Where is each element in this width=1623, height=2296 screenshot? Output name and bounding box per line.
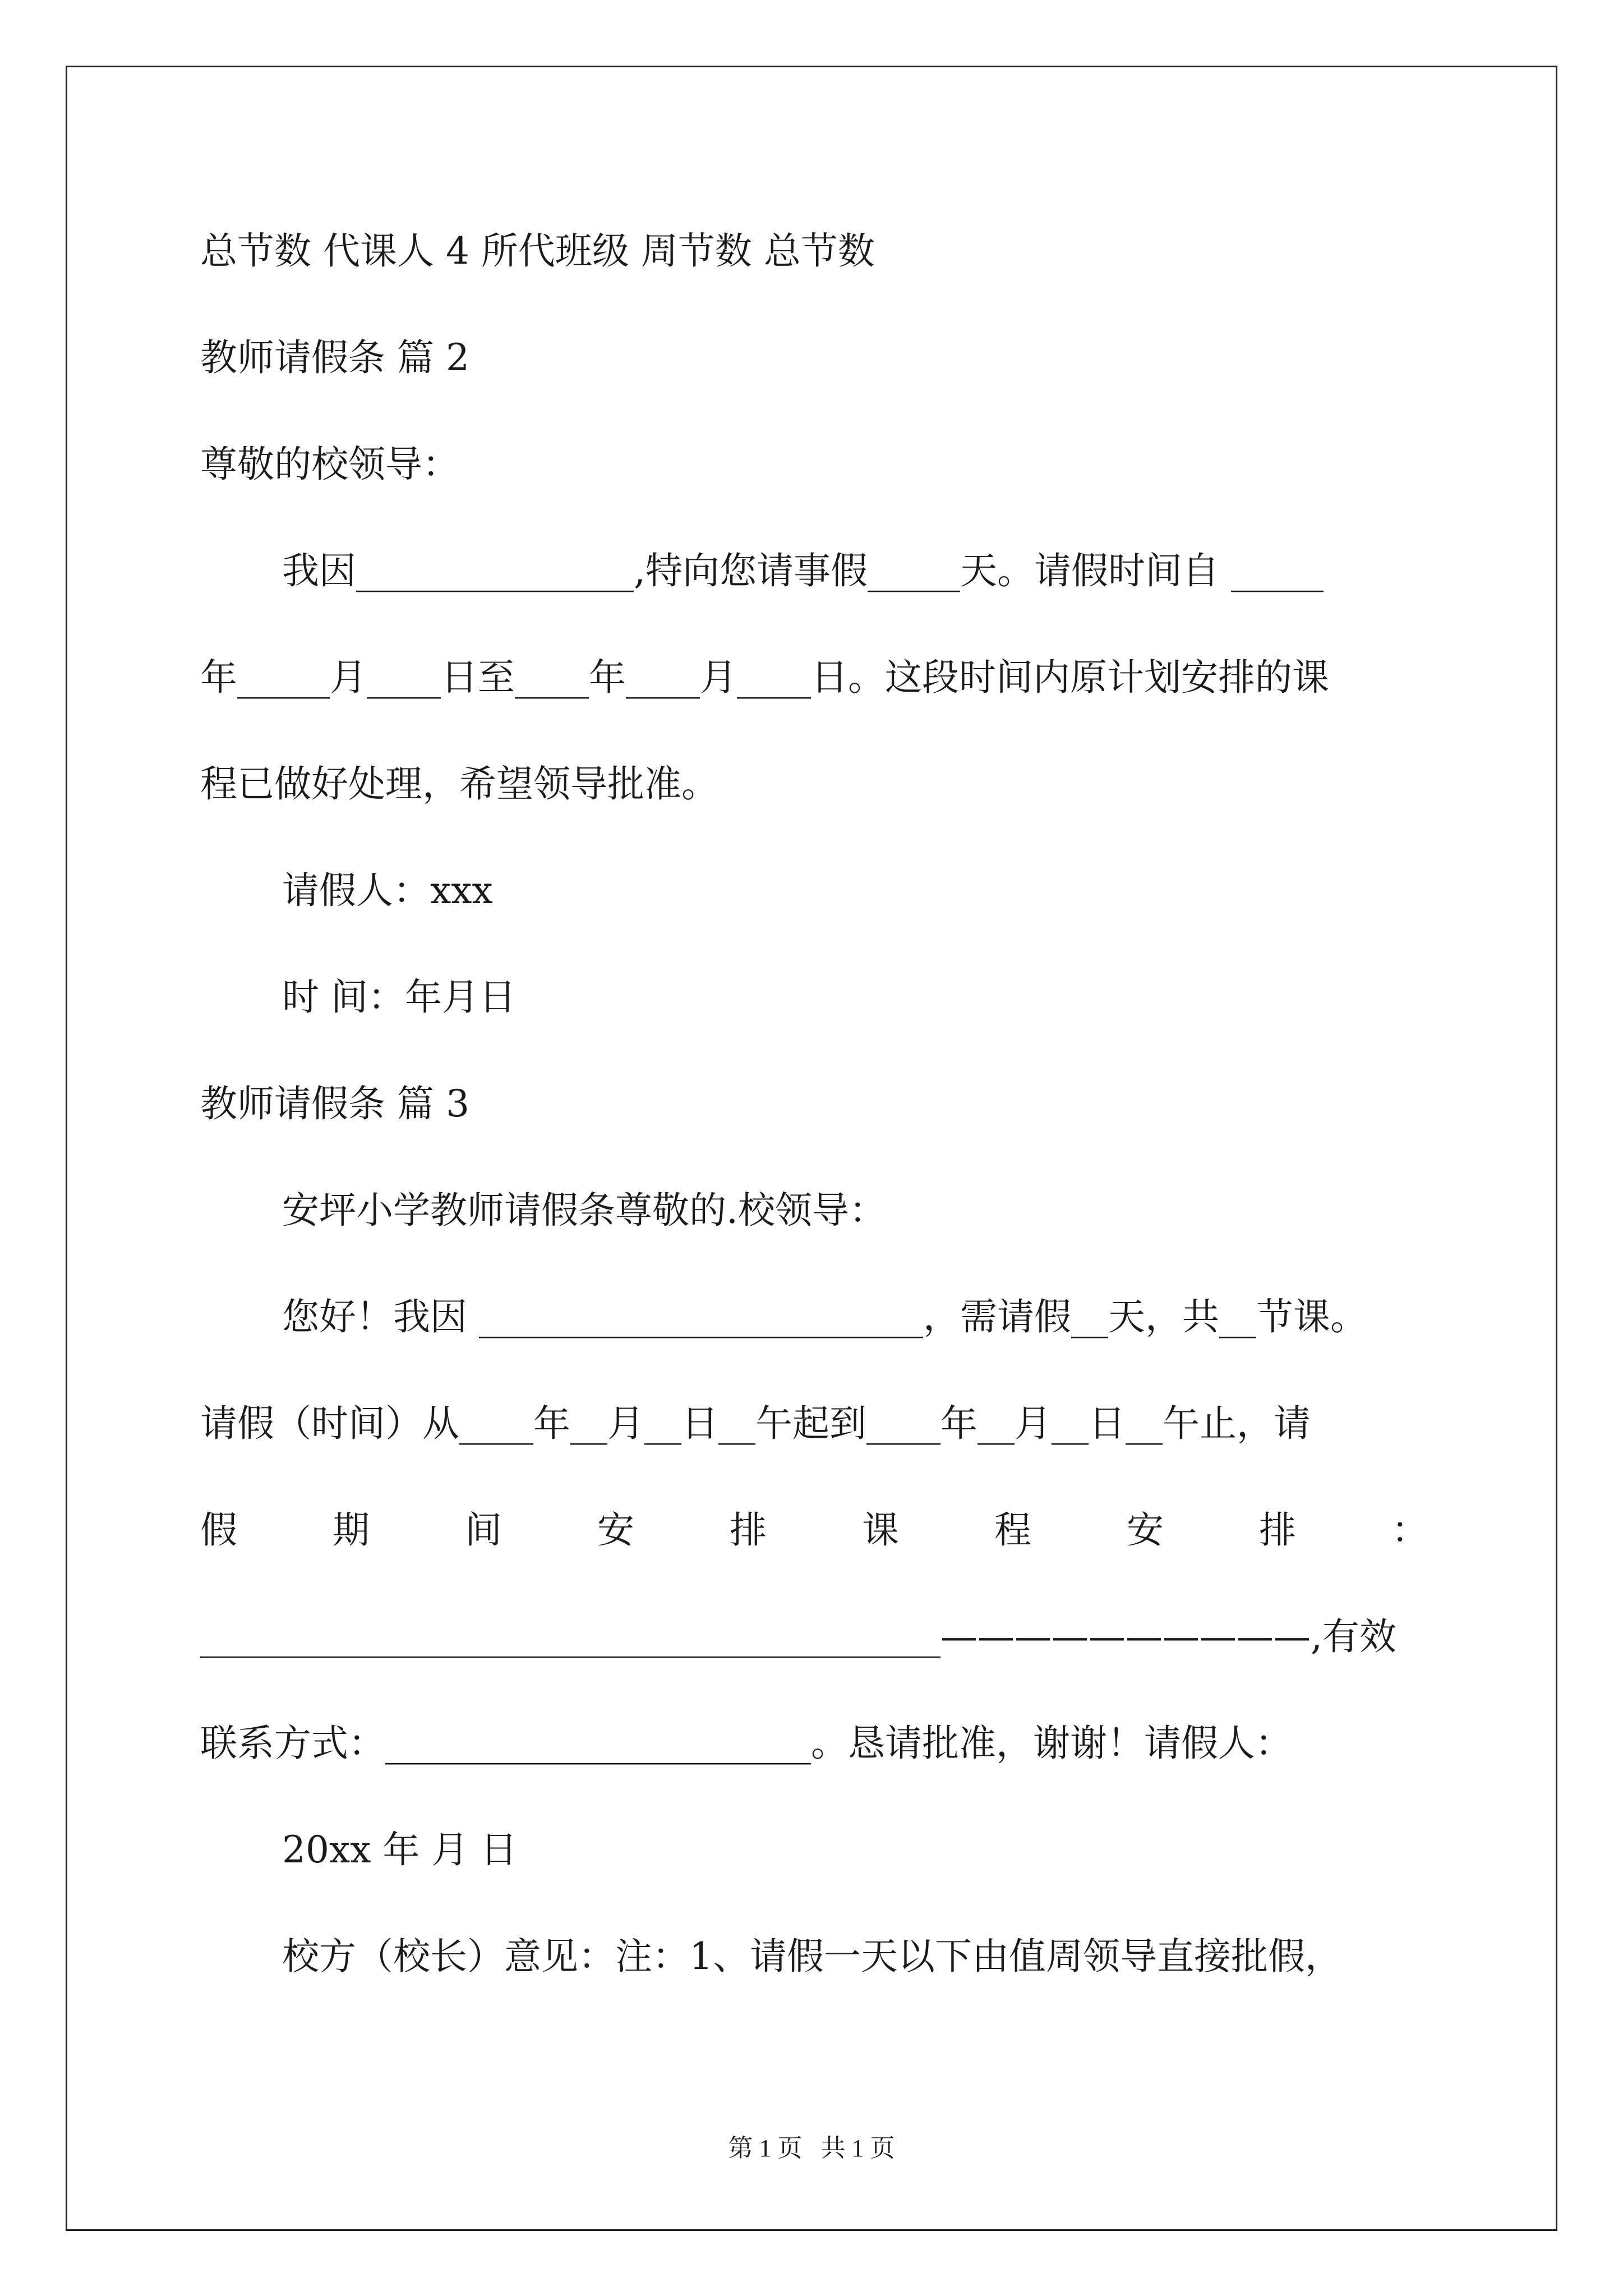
- date-line: 时 间：年月日: [282, 976, 516, 1019]
- letter-line-2: 请假（时间）从____年__月__日__午起到____年__月__日__午止，请: [200, 1402, 1311, 1445]
- spread-char: 排: [730, 1508, 767, 1552]
- spread-char: 课: [862, 1508, 899, 1552]
- body-line-2: 年_____月____日至____年____月____日。这段时间内原计划安排的课: [200, 656, 1329, 699]
- letter-line-4: ________________________________________——————————,有效: [200, 1615, 1396, 1658]
- body-line-1: 我因_______________,特向您请事假_____天。请假时间自 _____: [282, 549, 1324, 592]
- spread-char: 假: [200, 1508, 237, 1552]
- letter-line-5: 联系方式：_______________________。恳请批准，谢谢！请假人：: [200, 1722, 1292, 1765]
- applicant-line: 请假人：xxx: [282, 869, 493, 912]
- section-heading-2: 教师请假条 篇 2: [200, 336, 469, 379]
- spread-char: ：: [1391, 1508, 1428, 1552]
- spread-char: 期: [333, 1508, 370, 1552]
- letter-date: 20xx 年 月 日: [282, 1828, 518, 1871]
- section-heading-3: 教师请假条 篇 3: [200, 1082, 469, 1125]
- page-footer: 第 1 页 共 1 页: [728, 2134, 895, 2162]
- spread-char: 程: [994, 1508, 1031, 1552]
- page-border: [66, 66, 1557, 2231]
- text-line-1: 总节数 代课人 4 所代班级 周节数 总节数: [200, 229, 875, 273]
- salutation: 尊敬的校领导：: [200, 443, 459, 486]
- spread-char: 安: [597, 1508, 634, 1552]
- spread-char: 排: [1259, 1508, 1296, 1552]
- spread-char: 间: [465, 1508, 502, 1552]
- letter-title: 安坪小学教师请假条尊敬的.校领导：: [282, 1189, 886, 1232]
- letter-line-1: 您好！我因 ________________________，需请假__天，共__节课。: [282, 1295, 1367, 1338]
- spread-char: 安: [1127, 1508, 1164, 1552]
- letter-line-3-spread: [200, 1505, 1428, 1556]
- body-line-3: 程已做好处理，希望领导批准。: [200, 762, 718, 806]
- letter-note: 校方（校长）意见：注：1、请假一天以下由值周领导直接批假，: [282, 1935, 1342, 1978]
